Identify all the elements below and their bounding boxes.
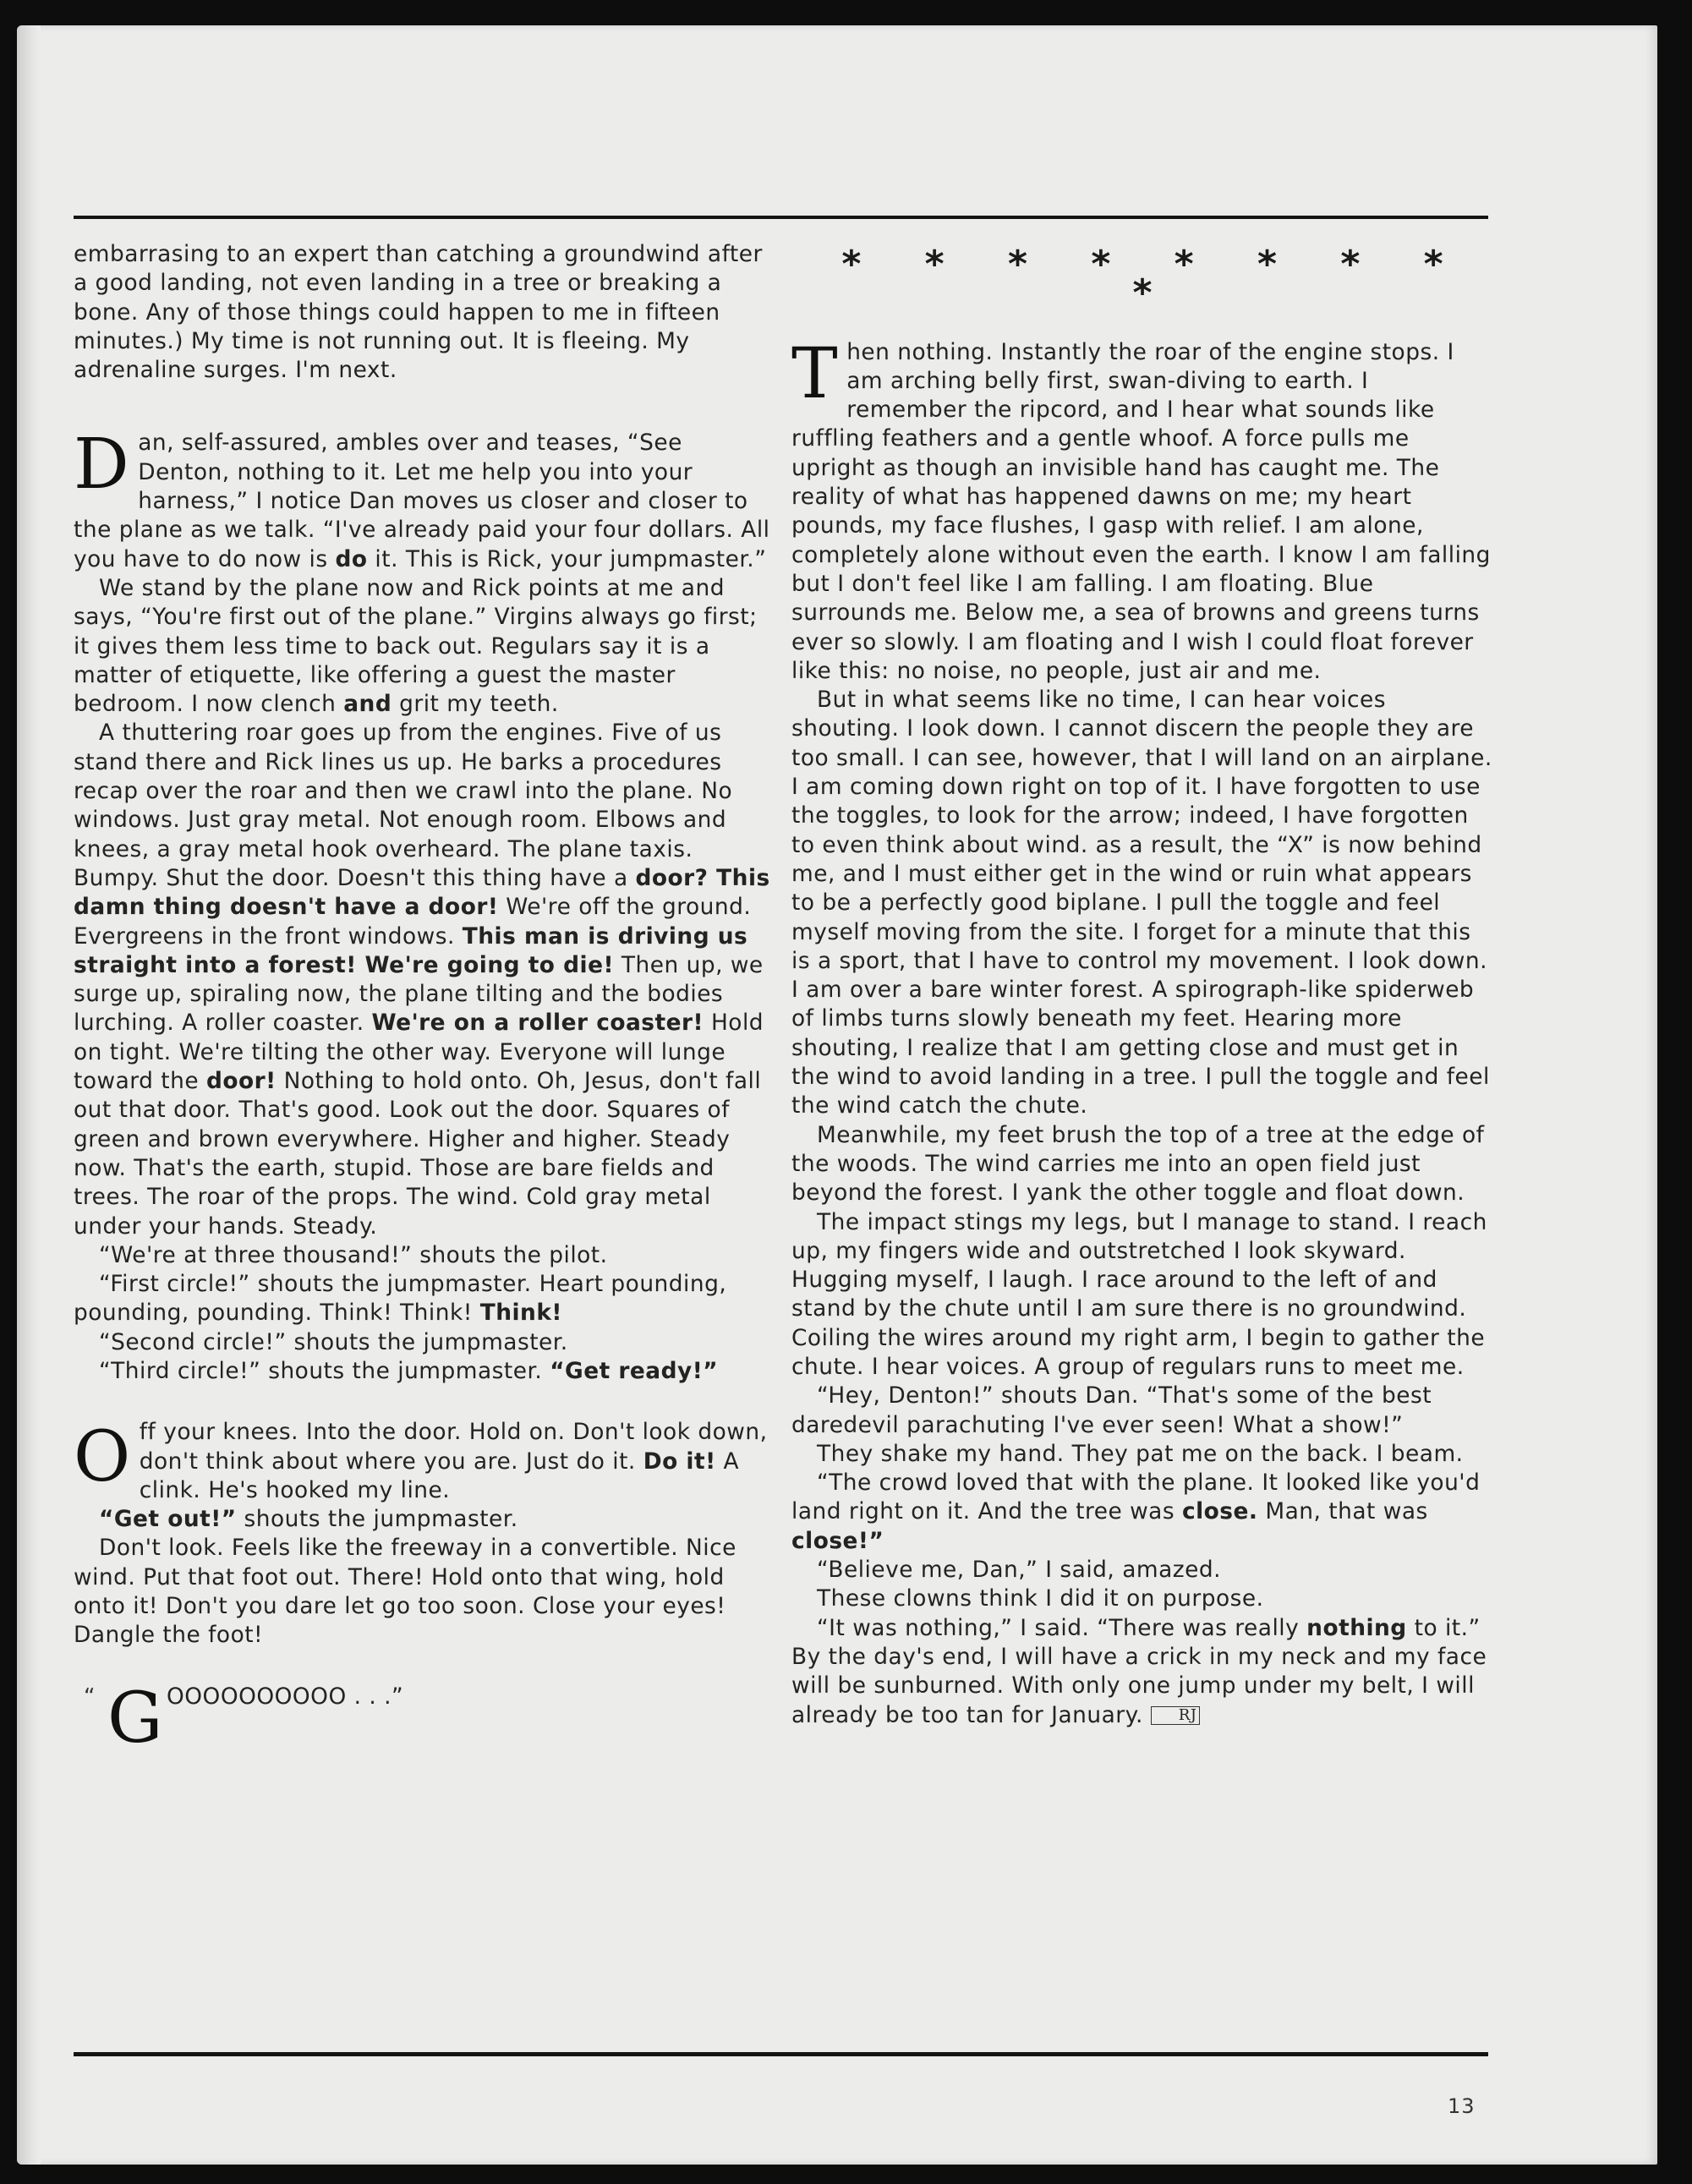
open-quote: “: [84, 1683, 96, 1710]
paragraph: A thuttering roar goes up from the engines. Five of us stand there and Rick lines us up. He barks a procedures recap over the roar and then we crawl into the plane. No windows. Just gray metal. Not enough room. Elbows and knees, a gray metal hook overheard. The plane taxis. Bumpy. Shut the door. Doesn't this thing have a door? This damn thing doesn't have a door! We're off the ground. Evergreens in the front windows. This man is driving us straight into a forest! We're going to die! Then up, we surge up, spiraling now, the plane tilting and the bodies lurching. A roller coaster. We're on a roller coaster! Hold on tight. We're tilting the other way. Everyone will lunge toward the door! Nothing to hold onto. Oh, Jesus, don't fall out that door. That's good. Look out the door. Squares of green and brown everywhere. Higher and higher. Steady now. That's the earth, stupid. Those are bare fields and trees. The roar of the props. The wind. Cold gray metal under your hands. Steady.: [74, 720, 770, 1240]
paragraph: Don't look. Feels like the freeway in a convertible. Nice wind. Put that foot out. There! Hold onto that wing, hold onto it! Don't you dare let go too soon. Close your eyes! Dangle the foot!: [74, 1535, 736, 1649]
top-rule: [74, 216, 1488, 219]
left-column: [74, 240, 775, 1759]
bold-text: do: [335, 545, 368, 572]
drop-cap: D: [74, 424, 130, 506]
shout-text: OOOOOOOOOO . . .”: [167, 1683, 404, 1710]
paragraph: “We're at three thousand!” shouts the pilot.: [99, 1241, 608, 1268]
paragraph: Then nothing. Instantly the roar of the engine stops. I am arching belly first, swan-diving to earth. I remember the ripcord, and I hear what sounds like ruffling feathers and a gentle whoof. A force pulls me upright as though an invisible hand has caught me. The reality of what has happened dawns on me; my heart pounds, my face flushes, I gasp with relief. I am alone, completely alone without even the earth. I know I am falling but I don't feel like I am falling. I am floating. Blue surrounds me. Below me, a sea of browns and greens turns ever so slowly. I am floating and I wish I could float forever like this: no noise, no people, just air and me.: [791, 333, 1491, 684]
paragraph: But in what seems like no time, I can hear voices shouting. I look down. I cannot discern the people they are too small. I can see, however, that I will land on an airplane. I am coming down right on top of it. I have forgotten to use the toggles, to look for the arrow; indeed, I have forgotten to even think about wind. as a result, the “X” is now behind me, and I must either get in the wind or ruin what appears to be a perfectly good biplane. I pull the toggle and feel myself moving from the site. I forget for a minute that this is a sport, that I have to control my movement. I look down. I am over a bare winter forest. A spirograph-like spiderweb of limbs turns slowly beneath my feet. Hearing more shouting, I realize that I am getting close and must get in the wind to avoid landing in a tree. I pull the toggle and feel the wind catch the chute.: [791, 687, 1492, 1119]
page-spine: [17, 25, 41, 2165]
paragraph: “It was nothing,” I said. “There was really nothing to it.” By the day's end, I will have a crick in my neck and my face will be sunburned. With only one jump under my belt, I will already be too tan for January. RJ: [791, 1614, 1487, 1728]
bold-text: “Get ready!”: [550, 1357, 719, 1384]
bold-text: and: [343, 691, 392, 718]
paragraph: They shake my hand. They pat me on the back. I beam.: [817, 1440, 1464, 1467]
bold-text: nothing: [1306, 1614, 1407, 1641]
paragraph: “Second circle!” shouts the jumpmaster.: [99, 1328, 568, 1355]
bold-text: close.: [1181, 1498, 1258, 1525]
falling-shout: [74, 1676, 775, 1759]
paragraph: These clowns think I did it on purpose.: [817, 1585, 1264, 1612]
paragraph: embarrasing to an expert than catching a groundwind after a good landing, not even landing in a tree or breaking a bone. Any of those things could happen to me in fifteen minutes.) My time is not running out. It is fleeing. My adrenaline surges. I'm next.: [74, 241, 763, 384]
paragraph: Off your knees. Into the door. Hold on. Don't look down, don't think about where you are. Just do it. Do it! A clink. He's hooked my line.: [74, 1417, 768, 1503]
bold-text: This man is driving us straight into a forest! We're going to die!: [74, 922, 748, 978]
paragraph: Meanwhile, my feet brush the top of a tree at the edge of the woods. The wind carries me into an open field just beyond the forest. I yank the other toggle and float down.: [791, 1121, 1485, 1207]
big-letter-g: G: [107, 1678, 164, 1759]
end-mark-logo: RJ: [1151, 1706, 1200, 1725]
right-column: [791, 240, 1493, 1730]
paragraph: We stand by the plane now and Rick points at me and says, “You're first out of the plane.” Virgins always go first; it gives them less time to back out. Regulars say it is a matter of etiquette, like offering a guest the master bedroom. I now clench and grit my teeth.: [74, 574, 758, 718]
section-break-asterisks: * * * * * * * * *: [841, 243, 1469, 315]
paragraph: “The crowd loved that with the plane. It looked like you'd land right on it. And the tree was close. Man, that was close!”: [791, 1470, 1481, 1554]
paragraph: “Believe me, Dan,” I said, amazed.: [817, 1557, 1221, 1584]
bold-text: “Get out!”: [99, 1506, 237, 1533]
paragraph: Dan, self-assured, ambles over and teases, “See Denton, nothing to it. Let me help you into your harness,” I notice Dan moves us closer and closer to the plane as we talk. “I've already paid your four dollars. All you have to do now is do it. This is Rick, your jumpmaster.”: [74, 424, 770, 572]
magazine-page: [17, 25, 1657, 2165]
paragraph: “Third circle!” shouts the jumpmaster. “Get ready!”: [99, 1357, 719, 1384]
paragraph: The impact stings my legs, but I manage to stand. I reach up, my fingers wide and outstretched I look skyward. Hugging myself, I laugh. I race around to the left of and stand by the chute until I am sure there is no groundwind. Coiling the wires around my right arm, I begin to gather the chute. I hear voices. A group of regulars runs to meet me.: [791, 1208, 1487, 1380]
paragraph: “Get out!” shouts the jumpmaster.: [99, 1506, 518, 1533]
bold-text: We're on a roller coaster!: [371, 1010, 704, 1037]
bold-text: door!: [205, 1068, 277, 1095]
drop-cap: O: [74, 1417, 131, 1498]
bold-text: Think!: [479, 1300, 562, 1327]
bold-text: close!”: [791, 1527, 884, 1554]
bold-text: door? This damn thing doesn't have a door!: [74, 864, 770, 921]
bottom-rule: [74, 2052, 1488, 2056]
drop-cap: T: [791, 333, 839, 414]
paragraph: “Hey, Denton!” shouts Dan. “That's some of the best daredevil parachuting I've ever seen! What a show!”: [791, 1382, 1432, 1438]
bold-text: Do it!: [643, 1448, 716, 1475]
page-number: 13: [1448, 2094, 1476, 2118]
paragraph: “First circle!” shouts the jumpmaster. Heart pounding, pounding, pounding. Think! Think! Think!: [74, 1271, 727, 1327]
